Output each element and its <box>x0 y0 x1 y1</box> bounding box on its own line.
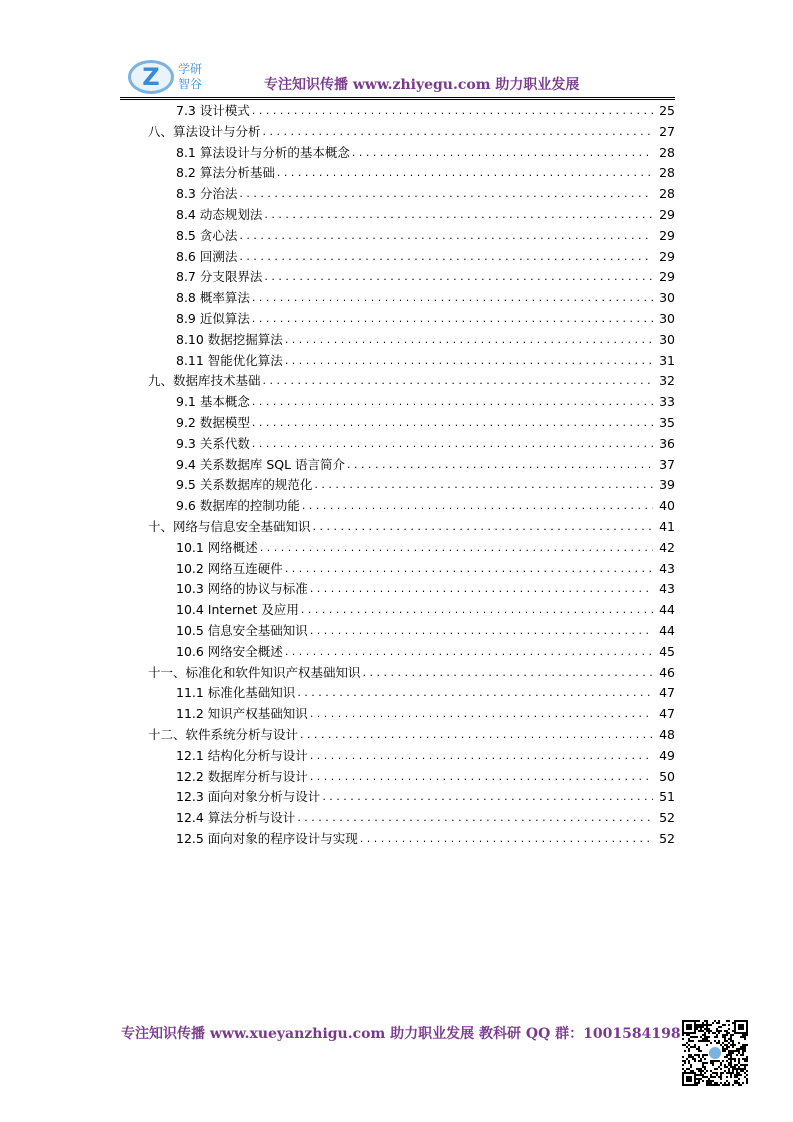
toc-entry[interactable] <box>0 288 675 308</box>
toc-entry-label: 11.1 标准化基础知识 <box>176 685 296 701</box>
toc-entry-label: 九、数据库技术基础 <box>148 373 261 389</box>
toc-entry[interactable] <box>0 683 675 703</box>
toc-leader-dots <box>252 434 653 454</box>
toc-leader-dots <box>347 455 653 475</box>
brand-logo <box>128 60 218 96</box>
toc-entry-label: 10.6 网络安全概述 <box>176 643 283 659</box>
toc-entry-page: 29 <box>659 269 675 285</box>
toc-entry-label: 9.3 关系代数 <box>176 435 250 451</box>
toc-entry[interactable] <box>0 559 675 579</box>
toc-entry-page: 44 <box>659 602 675 618</box>
toc-entry-page: 41 <box>659 519 675 534</box>
toc-leader-dots <box>239 247 653 267</box>
toc-entry-page: 30 <box>659 290 675 306</box>
toc-leader-dots <box>310 621 653 641</box>
toc-leader-dots <box>252 309 653 329</box>
toc-leader-dots <box>363 663 653 683</box>
toc-entry-label: 8.2 算法分析基础 <box>176 165 275 181</box>
toc-entry[interactable] <box>0 829 675 849</box>
toc-entry[interactable] <box>0 143 675 163</box>
toc-entry-page: 30 <box>659 331 675 347</box>
toc-entry-page: 43 <box>659 560 675 576</box>
toc-leader-dots <box>302 496 653 516</box>
toc-entry-label: 9.5 关系数据库的规范化 <box>176 477 313 493</box>
toc-entry-label: 12.4 算法分析与设计 <box>176 810 296 826</box>
toc-leader-dots <box>285 330 653 350</box>
toc-entry[interactable] <box>0 517 675 537</box>
toc-entry-page: 39 <box>659 477 675 493</box>
toc-entry-label: 八、算法设计与分析 <box>148 123 261 139</box>
toc-entry-page: 48 <box>659 727 675 742</box>
toc-leader-dots <box>264 267 653 287</box>
toc-entry-page: 30 <box>659 311 675 326</box>
toc-entry-label: 12.3 面向对象分析与设计 <box>176 789 321 805</box>
logo-text <box>178 62 202 92</box>
toc-entry[interactable] <box>0 247 675 267</box>
toc-leader-dots <box>252 288 653 308</box>
toc-entry[interactable] <box>0 392 675 412</box>
toc-entry-page: 27 <box>659 123 675 139</box>
toc-leader-dots <box>252 413 653 433</box>
toc-entry-page: 51 <box>659 789 675 805</box>
toc-leader-dots <box>310 704 653 724</box>
logo-letter: Z <box>142 63 160 91</box>
toc-entry-label: 8.8 概率算法 <box>176 290 250 306</box>
toc-entry[interactable] <box>0 101 675 121</box>
toc-entry[interactable] <box>0 787 675 807</box>
toc-leader-dots <box>310 767 653 787</box>
toc-entry-page: 43 <box>659 581 675 597</box>
toc-entry[interactable] <box>0 455 675 475</box>
logo-text-line2: 智谷 <box>178 77 203 91</box>
toc-entry-label: 9.4 关系数据库 SQL 语言简介 <box>176 456 346 472</box>
toc-entry-label: 7.3 设计模式 <box>176 103 250 118</box>
toc-entry-page: 40 <box>659 498 675 514</box>
toc-entry[interactable] <box>0 205 675 225</box>
toc-entry-page: 37 <box>659 456 675 472</box>
toc-entry-label: 9.1 基本概念 <box>176 394 250 410</box>
toc-entry-label: 10.4 Internet 及应用 <box>176 602 299 618</box>
toc-entry-label: 10.1 网络概述 <box>176 539 258 555</box>
toc-entry-label: 8.5 贪心法 <box>176 227 238 243</box>
toc-entry-page: 31 <box>659 352 675 368</box>
toc-entry-label: 9.2 数据模型 <box>176 415 250 430</box>
toc-entry-page: 28 <box>659 165 675 181</box>
toc-leader-dots <box>313 517 653 537</box>
toc-entry-page: 29 <box>659 207 675 222</box>
toc-leader-dots <box>297 683 653 703</box>
toc-entry[interactable] <box>0 704 675 724</box>
toc-entry-label: 8.7 分支限界法 <box>176 269 263 285</box>
toc-entry-page: 45 <box>659 643 675 659</box>
toc-entry-label: 10.3 网络的协议与标准 <box>176 581 308 597</box>
toc-entry-label: 9.6 数据库的控制功能 <box>176 498 300 514</box>
toc-entry-page: 32 <box>659 373 675 389</box>
toc-leader-dots <box>252 392 653 412</box>
toc-entry[interactable] <box>0 808 675 828</box>
toc-leader-dots <box>252 101 653 121</box>
toc-leader-dots <box>322 787 653 807</box>
toc-leader-dots <box>260 538 653 558</box>
header-tagline: 专注知识传播 www.zhiyegu.com 助力职业发展 <box>264 77 580 93</box>
toc-entry-page: 50 <box>659 768 675 784</box>
qr-code-icon <box>682 1020 748 1086</box>
toc-entry[interactable] <box>0 309 675 329</box>
toc-entry-label: 8.6 回溯法 <box>176 248 238 264</box>
toc-entry[interactable] <box>0 725 675 745</box>
toc-leader-dots <box>285 642 653 662</box>
toc-leader-dots <box>301 600 653 620</box>
toc-leader-dots <box>310 579 653 599</box>
toc-entry-page: 52 <box>659 810 675 826</box>
toc-leader-dots <box>285 351 653 371</box>
toc-entry-page: 25 <box>659 103 675 118</box>
toc-entry[interactable] <box>0 434 675 454</box>
toc-entry-page: 47 <box>659 685 675 701</box>
toc-entry-label: 8.3 分治法 <box>176 186 238 202</box>
toc-entry[interactable] <box>0 330 675 350</box>
toc-leader-dots <box>285 559 653 579</box>
toc-entry-label: 8.9 近似算法 <box>176 311 250 326</box>
toc-entry-page: 42 <box>659 539 675 555</box>
toc-leader-dots <box>297 808 653 828</box>
toc-entry[interactable] <box>0 413 675 433</box>
toc-entry-label: 12.2 数据库分析与设计 <box>176 768 308 784</box>
toc-leader-dots <box>300 725 653 745</box>
toc-leader-dots <box>239 226 653 246</box>
toc-entry-page: 47 <box>659 706 675 722</box>
toc-leader-dots <box>239 184 653 204</box>
toc-entry-label: 12.5 面向对象的程序设计与实现 <box>176 831 358 846</box>
toc-leader-dots <box>352 143 653 163</box>
toc-leader-dots <box>314 475 653 495</box>
toc-entry-page: 52 <box>659 831 675 846</box>
logo-text-line1: 学研 <box>178 62 203 76</box>
toc-entry[interactable] <box>0 122 675 142</box>
toc-entry[interactable] <box>0 621 675 641</box>
toc-entry-page: 46 <box>659 664 675 680</box>
toc-entry[interactable] <box>0 767 675 787</box>
toc-entry[interactable] <box>0 642 675 662</box>
toc-entry[interactable] <box>0 475 675 495</box>
toc-leader-dots <box>264 205 653 225</box>
toc-entry[interactable] <box>0 351 675 371</box>
toc-entry[interactable] <box>0 538 675 558</box>
toc-leader-dots <box>310 746 653 766</box>
toc-entry-label: 十二、软件系统分析与设计 <box>148 727 299 742</box>
toc-entry[interactable] <box>0 226 675 246</box>
toc-entry-label: 十一、标准化和软件知识产权基础知识 <box>148 664 361 680</box>
toc-entry[interactable] <box>0 267 675 287</box>
toc-entry-label: 8.10 数据挖掘算法 <box>176 331 283 347</box>
toc-leader-dots <box>263 371 653 391</box>
toc-entry[interactable] <box>0 600 675 620</box>
footer-tagline: 专注知识传播 www.xueyanzhigu.com 助力职业发展 教科研 QQ 群：1001584198 <box>121 1026 681 1042</box>
toc-entry-label: 8.11 智能优化算法 <box>176 352 283 368</box>
toc-entry-page: 29 <box>659 227 675 243</box>
toc-entry[interactable] <box>0 163 675 183</box>
toc-leader-dots <box>277 163 653 183</box>
toc-entry-label: 10.2 网络互连硬件 <box>176 560 283 576</box>
toc-leader-dots <box>360 829 653 849</box>
toc-entry[interactable] <box>0 579 675 599</box>
toc-entry-page: 33 <box>659 394 675 410</box>
toc-entry[interactable] <box>0 371 675 391</box>
toc-entry-label: 8.4 动态规划法 <box>176 207 263 222</box>
toc-entry-page: 49 <box>659 747 675 763</box>
toc-entry[interactable] <box>0 663 675 683</box>
toc-entry[interactable] <box>0 496 675 516</box>
toc-entry-page: 29 <box>659 248 675 264</box>
header-divider <box>120 97 675 100</box>
toc-entry[interactable] <box>0 746 675 766</box>
toc-entry[interactable] <box>0 184 675 204</box>
toc-entry-label: 10.5 信息安全基础知识 <box>176 623 308 638</box>
toc-entry-page: 36 <box>659 435 675 451</box>
toc-entry-page: 44 <box>659 623 675 638</box>
toc-entry-page: 28 <box>659 186 675 202</box>
toc-entry-label: 12.1 结构化分析与设计 <box>176 747 308 763</box>
toc-entry-label: 11.2 知识产权基础知识 <box>176 706 308 722</box>
toc-leader-dots <box>263 122 653 142</box>
toc-entry-label: 十、网络与信息安全基础知识 <box>148 519 311 534</box>
toc-entry-label: 8.1 算法设计与分析的基本概念 <box>176 144 350 160</box>
toc-entry-page: 35 <box>659 415 675 430</box>
toc-entry-page: 28 <box>659 144 675 160</box>
